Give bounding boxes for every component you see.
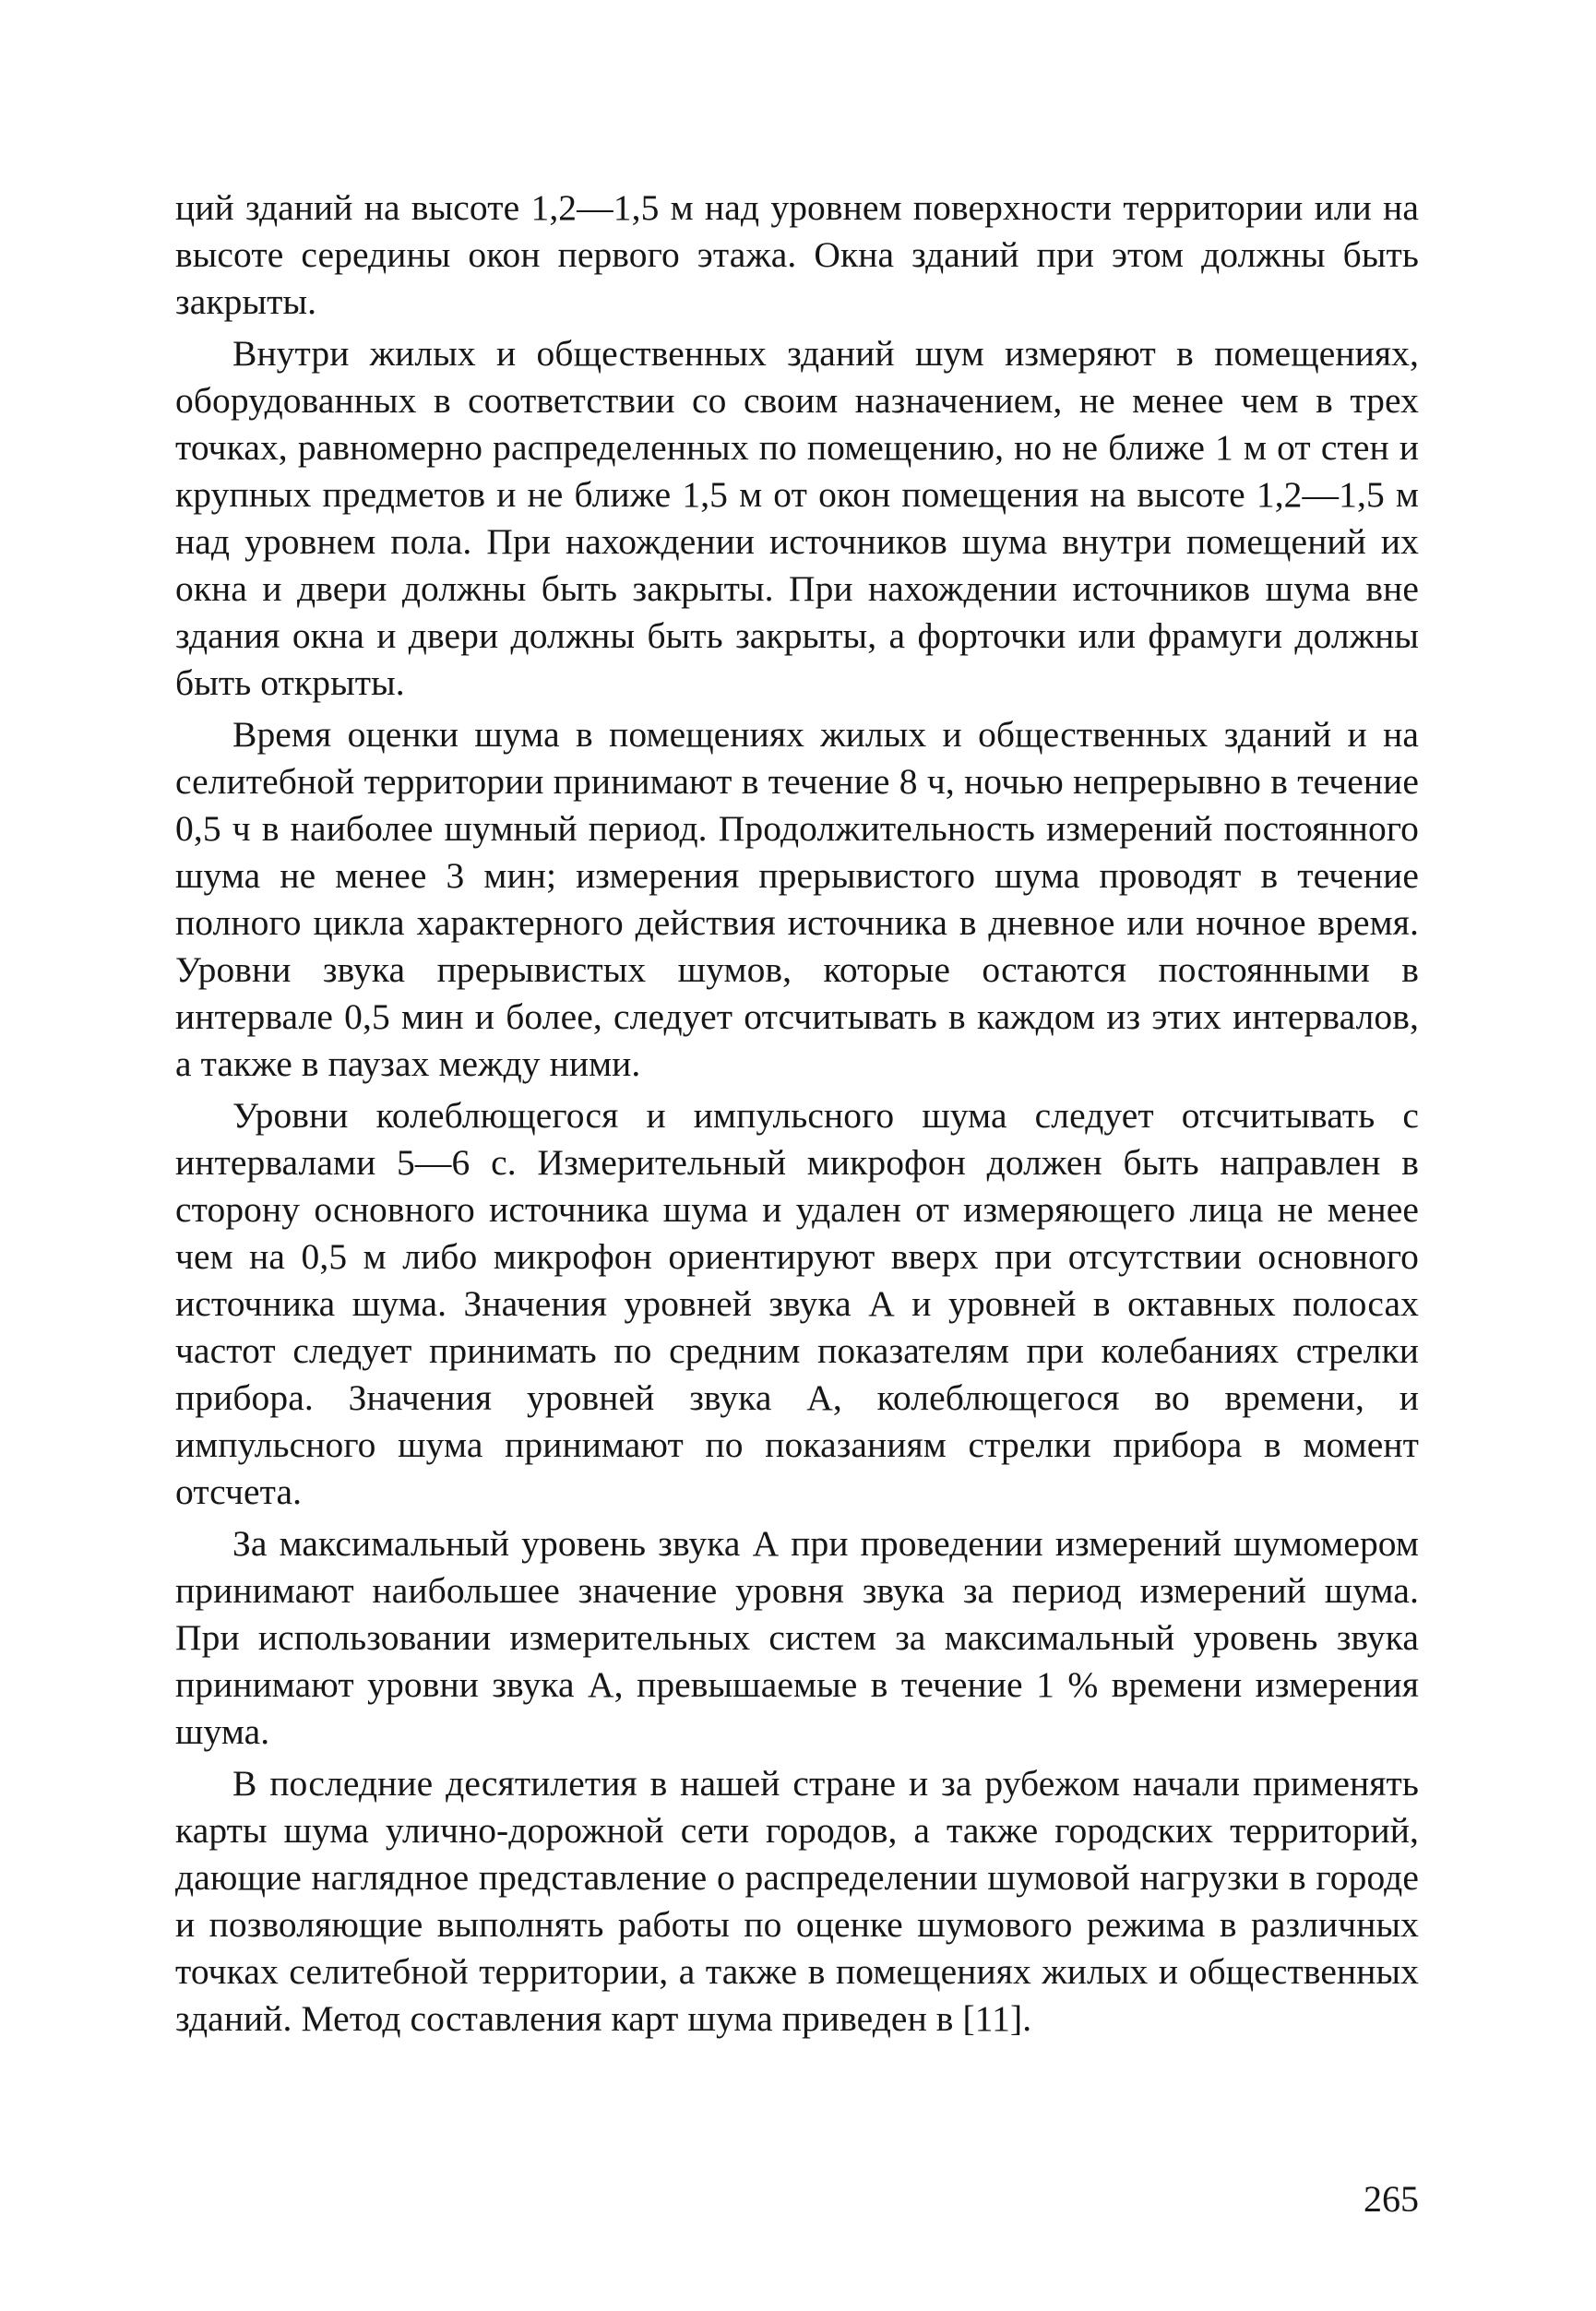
page-body: [175, 185, 1419, 2043]
paragraph-assessment-time: Время оценки шума в помещениях жилых и общественных зданий и на селитебной территории принимают в течение 8 ч, ночью непрерывно в течение 0,5 ч в наиболее шумный период. Продолжительность измерений постоянного шума не менее 3 мин; измерения прерывистого шума проводят в течение полного цикла характерного действия источника в дневное или ночное время. Уровни звука прерывистых шумов, которые остаются постоянными в интервале 0,5 мин и более, следует отсчитывать в каждом из этих интервалов, а также в паузах между ними.: [175, 714, 1419, 1084]
paragraph-fluctuating-noise: Уровни колеблющегося и импульсного шума следует отсчитывать с интервалами 5—6 с. Измерительный микрофон должен быть направлен в сторону основного источника шума и удален от измеряющего лица не менее чем на 0,5 м либо микрофон ориентируют вверх при отсутствии основного источника шума. Значения уровней звука А и уровней в октавных полосах частот следует принимать по средним показателям при колебаниях стрелки прибора. Значения уровней звука А, колеблющегося во времени, и импульсного шума принимают по показаниям стрелки прибора в момент отсчета.: [175, 1095, 1419, 1512]
page-number: 265: [1364, 2178, 1419, 2220]
paragraph-continuation: ций зданий на высоте 1,2—1,5 м над уровнем поверхности территории или на высоте середины окон первого этажа. Окна зданий при этом должны быть закрыты.: [175, 187, 1419, 322]
paragraph-maximum-level: За максимальный уровень звука А при проведении измерений шумомером принимают наибольшее значение уровня звука за период измерений шума. При использовании измерительных систем за максимальный уровень звука принимают уровни звука А, превышаемые в течение 1 % времени измерения шума.: [175, 1523, 1419, 1752]
paragraph-noise-maps: В последние десятилетия в нашей стране и за рубежом начали применять карты шума улично-дорожной сети городов, а также городских территорий, дающие наглядное представление о распределении шумовой нагрузки в городе и позволяющие выполнять работы по оценке шумового режима в различных точках селитебной территории, а также в помещениях жилых и общественных зданий. Метод составления карт шума приведен в [11].: [175, 1763, 1419, 2039]
paragraph-indoor-measurement: Внутри жилых и общественных зданий шум измеряют в помещениях, оборудованных в соответствии со своим назначением, не менее чем в трех точках, равномерно распределенных по помещению, но не ближе 1 м от стен и крупных предметов и не ближе 1,5 м от окон помещения на высоте 1,2—1,5 м над уровнем пола. При нахождении источников шума внутри помещений их окна и двери должны быть закрыты. При нахождении источников шума вне здания окна и двери должны быть закрыты, а форточки или фрамуги должны быть открыты.: [175, 333, 1419, 703]
